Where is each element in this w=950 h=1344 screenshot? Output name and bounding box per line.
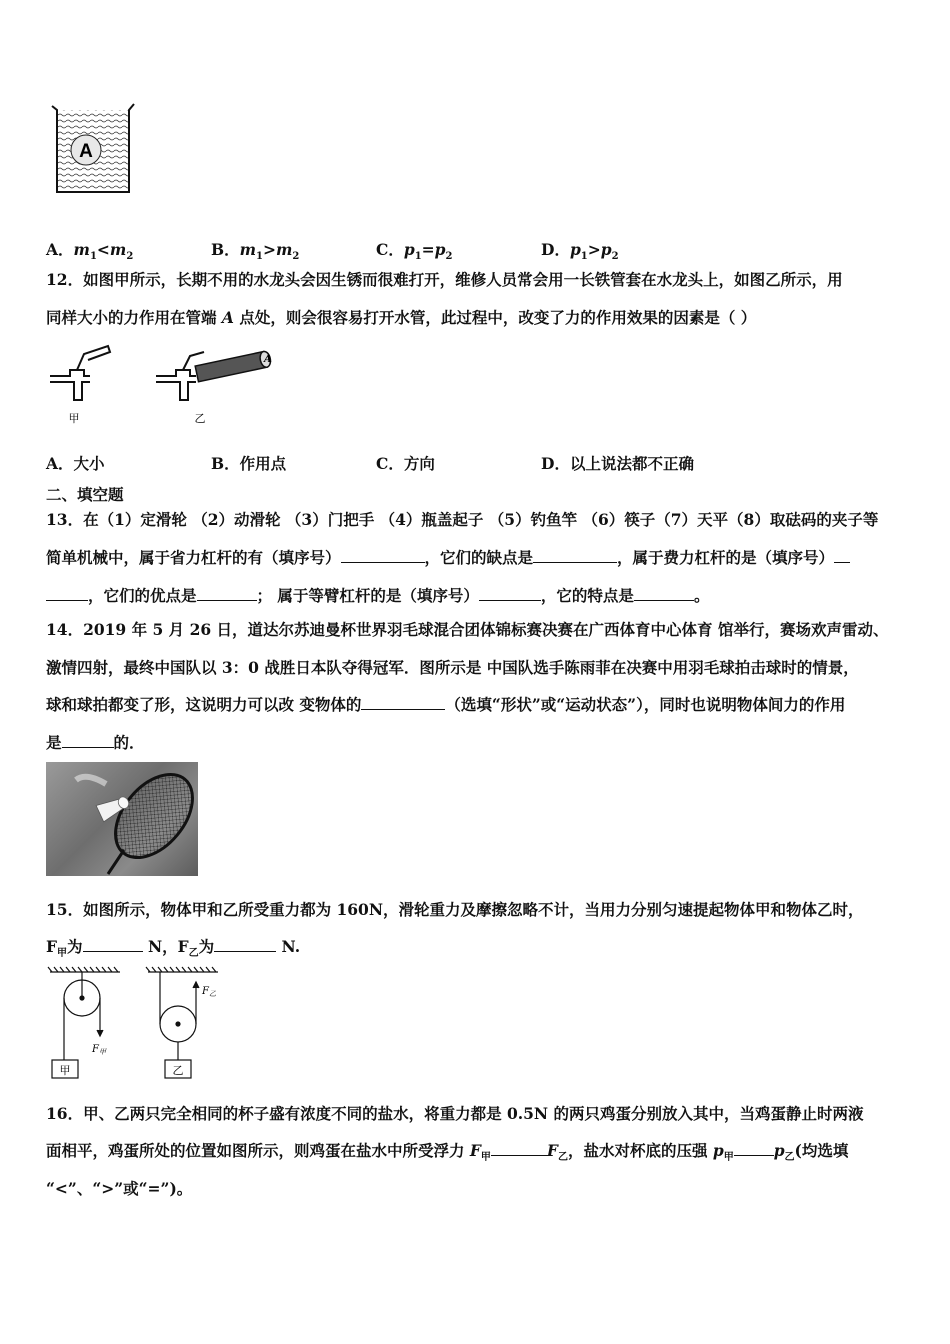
q13-blank-3b[interactable] [46,586,88,601]
q15-text-line1: 15．如图所示，物体甲和乙所受重力都为 160N，滑轮重力及摩擦忽略不计，当用力分别匀速提起物体甲和物体乙时， [46,900,864,919]
q14-text-line4: 是 的． [46,733,145,752]
q14-text-line3: 球和球拍都变了形，这说明力可以改 变物体的 （选填“形状”或“运动状态”），同时也说明物体间力的作用 [46,695,846,714]
q13-blank-2[interactable] [533,548,617,563]
pulley-label-f-jia: $F_甲$ [92,1044,106,1056]
q11-option-c[interactable]: C．$p_1=p_2$ [376,240,453,263]
q13-text-line3: ，它们的优点是 ； 属于等臂杠杆的是（填序号） ，它的特点是 。 [46,586,709,606]
pulley-label-f-yi: $F_乙$ [202,986,216,998]
faucet-figure [44,336,284,430]
q11-option-b[interactable]: B．$m_1>m_2$ [211,240,300,263]
pulley-figure [44,964,234,1084]
faucet-label-a: A [264,354,272,365]
q15-text-line2: $F_甲$为 N，$F_乙$为 N. [46,937,301,960]
q11-option-d[interactable]: D．$p_1>p_2$ [541,240,619,263]
faucet-label-yi: 乙 [194,412,206,425]
q13-blank-3a[interactable] [834,548,850,563]
q13-blank-6[interactable] [634,586,694,601]
q11-option-a[interactable]: A．$m_1<m_2$ [46,240,134,263]
q13-blank-5[interactable] [479,586,541,601]
q16-blank-2[interactable] [734,1141,774,1156]
pulley-label-jia: 甲 [59,1064,71,1077]
q16-blank-1[interactable] [491,1141,547,1156]
beaker-label-a: A [79,141,93,162]
q12-option-b[interactable]: B．作用点 [211,454,287,473]
q12-option-a[interactable]: A．大小 [46,454,105,473]
q14-text-line1: 14．2019 年 5 月 26 日，道达尔苏迪曼杯世界羽毛球混合团体锦标赛决赛在广西体育中心体育 馆举行，赛场欢声雷动、 [46,620,889,639]
q13-blank-1[interactable] [341,548,425,563]
q16-text-line3: “<”、“>”或“=”)。 [46,1179,193,1198]
section-title: 二、填空题 [46,485,124,504]
q16-text-line1: 16．甲、乙两只完全相同的杯子盛有浓度不同的盐水，将重力都是 0.5N 的两只鸡蛋分别放入其中，当鸡蛋静止时两液 [46,1104,864,1123]
q15-blank-2[interactable] [214,937,276,952]
q14-blank-1[interactable] [361,695,445,710]
beaker-figure [50,100,136,200]
faucet-label-jia: 甲 [68,412,80,425]
q13-text-line1: 13．在（1）定滑轮 （2）动滑轮 （3）门把手 （4）瓶盖起子 （5）钓鱼竿 （6）筷子（7）天平（8）取砝码的夹子等 [46,510,879,529]
q13-text-line2: 简单机械中，属于省力杠杆的有（填序号） ，它们的缺点是 ，属于费力杠杆的是（填序号） [46,548,850,568]
pulley-label-yi: 乙 [172,1064,184,1077]
q16-text-line2: 面相平，鸡蛋所处的位置如图所示，则鸡蛋在盐水中所受浮力 $F_甲$ $F_乙$，盐水对杯底的压强 $p_甲$ $p_乙$(均选填 [46,1141,849,1164]
q12-text-line2: 同样大小的力作用在管端 A 点处，则会很容易打开水管，此过程中，改变了力的作用效果的因素是（ ） [46,308,757,327]
q12-option-c[interactable]: C．方向 [376,454,435,473]
q12-option-d[interactable]: D．以上说法都不正确 [541,454,694,473]
q13-blank-4[interactable] [197,586,257,601]
q15-blank-1[interactable] [83,937,143,952]
q12-text-line1: 12．如图甲所示，长期不用的水龙头会因生锈而很难打开，维修人员常会用一长铁管套在水龙头上，如图乙所示，用 [46,270,843,289]
badminton-photo [46,762,198,876]
q14-text-line2: 激情四射，最终中国队以 3：0 战胜日本队夺得冠军．图所示是 中国队选手陈雨菲在决赛中用羽毛球拍击球时的情景， [46,658,859,677]
q14-blank-2[interactable] [62,733,114,748]
